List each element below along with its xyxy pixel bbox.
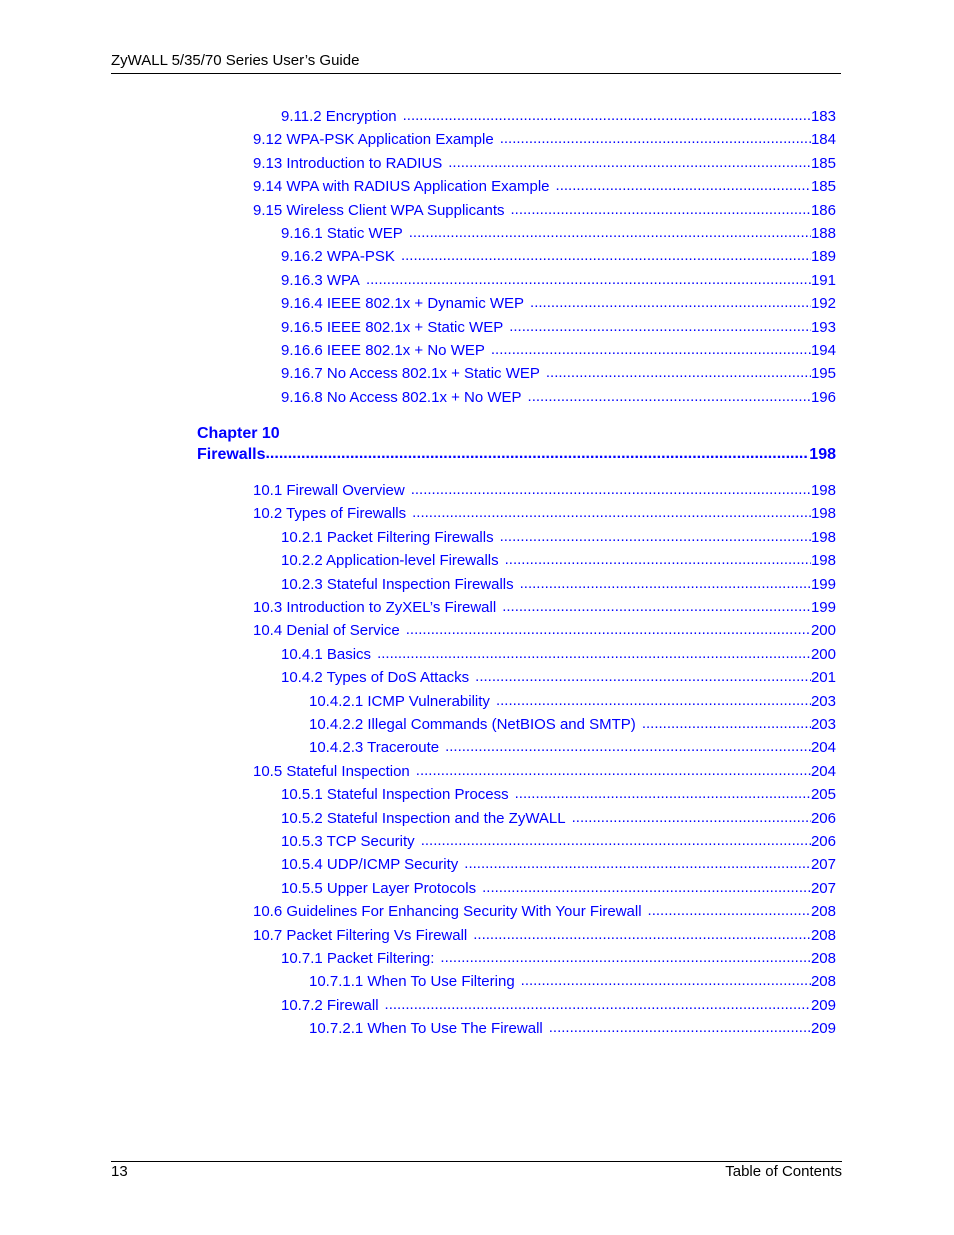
toc-entry-page: 200	[810, 622, 836, 639]
toc-entry[interactable]	[253, 481, 836, 501]
toc-entry-title: 9.16.2 WPA-PSK	[281, 248, 395, 265]
toc-entry[interactable]	[253, 902, 836, 922]
toc-entry-page: 206	[810, 833, 836, 850]
toc-entry[interactable]	[281, 996, 836, 1016]
toc-entry-page: 201	[810, 669, 836, 686]
dot-leader	[511, 200, 811, 220]
toc-entry-title: 10.5.4 UDP/ICMP Security	[281, 856, 459, 873]
dot-leader	[500, 129, 811, 149]
toc-entry-page: 208	[810, 927, 836, 944]
toc-entry[interactable]	[253, 130, 836, 150]
dot-leader	[502, 597, 811, 617]
toc-entry-page: 207	[810, 880, 836, 897]
toc-entry-title: 9.16.1 Static WEP	[281, 225, 403, 242]
toc-entry-title: 10.6 Guidelines For Enhancing Security With Your Firewall	[253, 903, 642, 920]
document-title: ZyWALL 5/35/70 Series User’s Guide	[111, 52, 360, 69]
dot-leader	[648, 901, 811, 921]
toc-entry-page: 206	[810, 810, 836, 827]
toc-entry-title: 9.15 Wireless Client WPA Supplicants	[253, 202, 505, 219]
toc-entry-page: 204	[810, 763, 836, 780]
dot-leader	[403, 106, 811, 126]
toc-entry[interactable]	[309, 692, 836, 712]
toc-entry-page: 196	[810, 389, 836, 406]
toc-entry-page: 198	[810, 505, 836, 522]
toc-entry-page: 198	[810, 482, 836, 499]
chapter-title-link[interactable]	[197, 444, 836, 466]
toc-entry-page: 183	[810, 108, 836, 125]
toc-entry-page: 185	[810, 155, 836, 172]
dot-leader	[491, 340, 811, 360]
toc-entry-page: 194	[810, 342, 836, 359]
toc-entry-title: 10.4.2.2 Illegal Commands (NetBIOS and SMTP)	[309, 716, 636, 733]
dot-leader	[520, 574, 811, 594]
toc-entry-page: 208	[810, 903, 836, 920]
toc-entry-page: 209	[810, 997, 836, 1014]
toc-entry-title: 10.7.1.1 When To Use Filtering	[309, 973, 515, 990]
toc-entry-title: 9.16.7 No Access 802.1x + Static WEP	[281, 365, 540, 382]
toc-entry[interactable]	[281, 247, 836, 267]
dot-leader	[530, 293, 811, 313]
toc-entry[interactable]	[309, 715, 836, 735]
toc-entry[interactable]	[253, 598, 836, 618]
toc-entry-title: 9.16.6 IEEE 802.1x + No WEP	[281, 342, 485, 359]
dot-leader	[411, 480, 811, 500]
toc-entry[interactable]	[253, 154, 836, 174]
footer-section: Table of Contents	[725, 1163, 842, 1180]
toc-entry-page: 205	[810, 786, 836, 803]
toc-entry-page: 203	[810, 716, 836, 733]
toc-entry[interactable]	[281, 785, 836, 805]
toc-entry[interactable]	[281, 855, 836, 875]
toc-entry[interactable]	[281, 809, 836, 829]
chapter-page: 198	[809, 446, 836, 463]
toc-entry-title: 10.1 Firewall Overview	[253, 482, 405, 499]
chapter-title: Firewalls	[197, 446, 266, 463]
toc-entry-page: 193	[810, 319, 836, 336]
toc-entry-page: 199	[810, 576, 836, 593]
toc-entry[interactable]	[253, 762, 836, 782]
toc-entry-title: 10.4 Denial of Service	[253, 622, 400, 639]
toc-entry[interactable]	[281, 364, 836, 384]
toc-entry-title: 10.4.1 Basics	[281, 646, 372, 663]
toc-entry-title: 9.16.5 IEEE 802.1x + Static WEP	[281, 319, 504, 336]
toc-entry-page: 203	[810, 693, 836, 710]
toc-entry-title: 10.5.2 Stateful Inspection and the ZyWALL	[281, 810, 566, 827]
dot-leader	[416, 761, 811, 781]
dot-leader	[528, 387, 811, 407]
toc-entry[interactable]	[281, 528, 836, 548]
toc-entry[interactable]	[281, 107, 836, 127]
dot-leader	[366, 270, 811, 290]
toc-entry-page: 198	[810, 529, 836, 546]
dot-leader	[549, 1018, 811, 1038]
dot-leader	[475, 667, 811, 687]
toc-entry-page: 209	[810, 1020, 836, 1037]
toc-entry-title: 9.16.3 WPA	[281, 272, 360, 289]
toc-entry-title: 10.2 Types of Firewalls	[253, 505, 407, 522]
dot-leader	[445, 737, 811, 757]
toc-entry-page: 204	[810, 739, 836, 756]
toc-entry-page: 186	[810, 202, 836, 219]
chapter-label: Chapter 10	[197, 425, 280, 442]
dot-leader	[401, 246, 811, 266]
toc-entry-page: 192	[810, 295, 836, 312]
toc-entry-page: 195	[810, 365, 836, 382]
toc-entry-title: 10.5.1 Stateful Inspection Process	[281, 786, 509, 803]
dot-leader	[448, 153, 811, 173]
dot-leader	[409, 223, 811, 243]
toc-entry-title: 10.5.3 TCP Security	[281, 833, 415, 850]
toc-entry-page: 208	[810, 950, 836, 967]
toc-entry[interactable]	[281, 832, 836, 852]
dot-leader	[509, 317, 811, 337]
toc-entry-page: 198	[810, 552, 836, 569]
dot-leader	[385, 995, 811, 1015]
toc-entry-title: 10.3 Introduction to ZyXEL’s Firewall	[253, 599, 497, 616]
dot-leader	[440, 948, 811, 968]
toc-entry-page: 184	[810, 131, 836, 148]
toc-entry[interactable]	[309, 972, 836, 992]
toc-entry-title: 9.16.4 IEEE 802.1x + Dynamic WEP	[281, 295, 525, 312]
toc-entry-page: 208	[810, 973, 836, 990]
dot-leader	[496, 691, 811, 711]
toc-entry[interactable]	[281, 224, 836, 244]
toc-entry[interactable]	[253, 926, 836, 946]
dot-leader	[412, 503, 811, 523]
toc-entry[interactable]	[309, 738, 836, 758]
dot-leader	[556, 176, 811, 196]
dot-leader	[473, 925, 811, 945]
toc-entry-title: 9.13 Introduction to RADIUS	[253, 155, 443, 172]
toc-entry-title: 10.5.5 Upper Layer Protocols	[281, 880, 477, 897]
dot-leader	[406, 620, 811, 640]
toc-entry-title: 10.5 Stateful Inspection	[253, 763, 410, 780]
dot-leader	[464, 854, 811, 874]
toc-entry-title: 9.16.8 No Access 802.1x + No WEP	[281, 389, 522, 406]
toc-entry[interactable]	[281, 271, 836, 291]
dot-leader	[642, 714, 811, 734]
toc-entry-title: 10.2.2 Application-level Firewalls	[281, 552, 499, 569]
toc-entry-title: 10.4.2.3 Traceroute	[309, 739, 440, 756]
toc-entry[interactable]	[309, 1019, 836, 1039]
toc-entry-title: 10.7.1 Packet Filtering:	[281, 950, 435, 967]
toc-entry-page: 191	[810, 272, 836, 289]
toc-entry-page: 200	[810, 646, 836, 663]
page-number: 13	[111, 1163, 128, 1180]
dot-leader	[515, 784, 811, 804]
running-header	[111, 52, 841, 74]
toc-entry[interactable]	[281, 668, 836, 688]
toc-entry-title: 10.7.2 Firewall	[281, 997, 379, 1014]
dot-leader	[265, 443, 809, 465]
toc-entry-page: 207	[810, 856, 836, 873]
toc-entry-title: 10.7.2.1 When To Use The Firewall	[309, 1020, 543, 1037]
dot-leader	[482, 878, 811, 898]
toc-entry-title: 9.12 WPA-PSK Application Example	[253, 131, 494, 148]
toc-entry[interactable]	[281, 388, 836, 408]
toc-entry-title: 10.7 Packet Filtering Vs Firewall	[253, 927, 468, 944]
toc-entry-page: 188	[810, 225, 836, 242]
toc-entry[interactable]	[281, 318, 836, 338]
toc-entry[interactable]	[253, 177, 836, 197]
toc-entry[interactable]	[253, 201, 836, 221]
running-footer	[111, 1161, 842, 1181]
dot-leader	[572, 808, 811, 828]
dot-leader	[421, 831, 811, 851]
toc-entry-title: 10.4.2 Types of DoS Attacks	[281, 669, 470, 686]
toc-entry[interactable]	[281, 575, 836, 595]
toc-entry-page: 199	[810, 599, 836, 616]
toc-entry[interactable]	[253, 621, 836, 641]
toc-entry[interactable]	[281, 879, 836, 899]
dot-leader	[377, 644, 811, 664]
toc-entry-title: 10.2.1 Packet Filtering Firewalls	[281, 529, 494, 546]
toc-entry-title: 10.2.3 Stateful Inspection Firewalls	[281, 576, 514, 593]
toc-entry-title: 10.4.2.1 ICMP Vulnerability	[309, 693, 490, 710]
toc-entry[interactable]	[281, 294, 836, 314]
toc-entry-page: 185	[810, 178, 836, 195]
toc-entry[interactable]	[281, 551, 836, 571]
toc-entry[interactable]	[253, 504, 836, 524]
toc-entry-title: 9.14 WPA with RADIUS Application Example	[253, 178, 550, 195]
toc-entry[interactable]	[281, 949, 836, 969]
toc-entry-title: 9.11.2 Encryption	[281, 108, 397, 125]
toc-entry[interactable]	[281, 645, 836, 665]
dot-leader	[546, 363, 811, 383]
toc-entry-page: 189	[810, 248, 836, 265]
dot-leader	[500, 527, 811, 547]
dot-leader	[521, 971, 811, 991]
dot-leader	[505, 550, 811, 570]
toc-entry[interactable]	[281, 341, 836, 361]
